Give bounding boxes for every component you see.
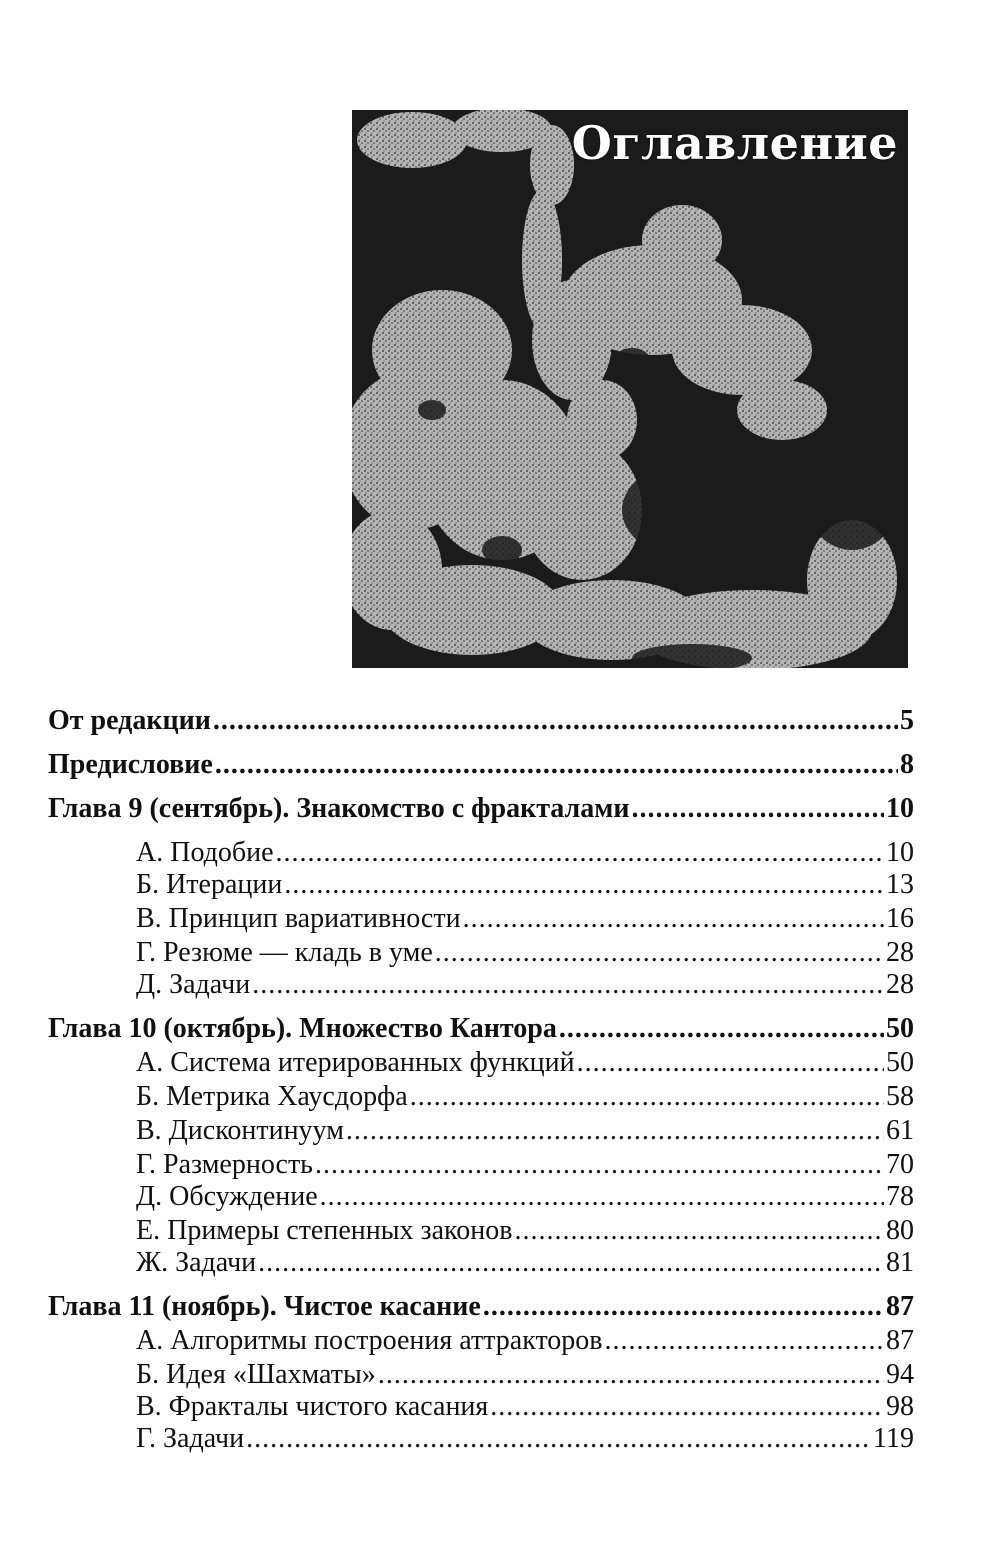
toc-entry-label: Г. Размерность <box>136 1149 313 1180</box>
toc-entry-label: А. Алгоритмы построения аттракторов <box>136 1325 603 1356</box>
toc-entry-label: Г. Резюме — кладь в уме <box>136 937 433 968</box>
toc-page-number: 28 <box>886 937 914 968</box>
toc-section-entry[interactable] <box>136 1390 914 1424</box>
toc-entry-label: А. Подобие <box>136 837 274 868</box>
toc-section-entry[interactable] <box>136 968 914 1002</box>
toc-section-entry[interactable] <box>136 836 914 870</box>
toc-entry-label: Д. Задачи <box>136 969 251 1000</box>
fractal-illustration <box>352 110 908 668</box>
toc-page-number: 8 <box>900 749 914 780</box>
toc-page-number: 5 <box>900 705 914 736</box>
toc-page-number: 10 <box>886 837 914 868</box>
toc-leader-dots <box>276 836 884 870</box>
toc-entry-label: В. Дисконтинуум <box>136 1115 344 1146</box>
toc-section-entry[interactable] <box>136 1148 914 1182</box>
toc-leader-dots <box>490 1390 884 1424</box>
toc-leader-dots <box>246 1422 871 1456</box>
toc-section-entry[interactable] <box>136 1324 914 1358</box>
toc-leader-dots <box>435 936 884 970</box>
toc-page-number: 50 <box>886 1047 914 1078</box>
toc-page-number: 70 <box>886 1149 914 1180</box>
toc-page-number: 78 <box>886 1181 914 1212</box>
toc-section-entry[interactable] <box>136 1358 914 1392</box>
toc-page-number: 119 <box>873 1423 914 1454</box>
toc-entry-label: Предисловие <box>48 749 213 780</box>
toc-leader-dots <box>213 704 898 738</box>
toc-leader-dots <box>315 1148 884 1182</box>
toc-entry-label: Б. Итерации <box>136 869 283 900</box>
toc-page-number: 58 <box>886 1081 914 1112</box>
toc-page-number: 87 <box>886 1325 914 1356</box>
toc-leader-dots <box>559 1012 884 1046</box>
toc-entry-label: Б. Метрика Хаусдорфа <box>136 1081 408 1112</box>
toc-chapter-entry[interactable] <box>48 1012 914 1046</box>
toc-entry-label: А. Система итерированных функций <box>136 1047 575 1078</box>
toc-leader-dots <box>463 902 884 936</box>
toc-leader-dots <box>252 968 884 1002</box>
toc-section-entry[interactable] <box>136 902 914 936</box>
toc-section-entry[interactable] <box>136 1246 914 1280</box>
toc-page-number: 61 <box>886 1115 914 1146</box>
toc-leader-dots <box>215 748 898 782</box>
toc-page-number: 80 <box>886 1215 914 1246</box>
toc-page-number: 16 <box>886 903 914 934</box>
toc-chapter-entry[interactable] <box>48 704 914 738</box>
page-title: Оглавление <box>571 116 898 170</box>
toc-leader-dots <box>346 1114 884 1148</box>
toc-leader-dots <box>410 1080 884 1114</box>
toc-chapter-entry[interactable] <box>48 792 914 826</box>
toc-leader-dots <box>605 1324 884 1358</box>
toc-entry-label: Д. Обсуждение <box>136 1181 318 1212</box>
toc-section-entry[interactable] <box>136 1046 914 1080</box>
toc-section-entry[interactable] <box>136 1180 914 1214</box>
toc-entry-label: Г. Задачи <box>136 1423 245 1454</box>
toc-page-number: 13 <box>886 869 914 900</box>
toc-entry-label: Глава 11 (ноябрь). Чистое касание <box>48 1291 481 1322</box>
toc-entry-label: От редакции <box>48 705 211 736</box>
toc-page-number: 50 <box>886 1013 914 1044</box>
toc-section-entry[interactable] <box>136 1114 914 1148</box>
toc-entry-label: Е. Примеры степенных законов <box>136 1215 513 1246</box>
toc-section-entry[interactable] <box>136 1422 914 1456</box>
toc-chapter-entry[interactable] <box>48 1290 914 1324</box>
toc-leader-dots <box>483 1290 884 1324</box>
toc-page-number: 81 <box>886 1247 914 1278</box>
toc-section-entry[interactable] <box>136 868 914 902</box>
header-fractal-image <box>352 110 908 668</box>
toc-leader-dots <box>258 1246 884 1280</box>
toc-page-number: 98 <box>886 1391 914 1422</box>
toc-page-number: 28 <box>886 969 914 1000</box>
toc-page-number: 10 <box>886 793 914 824</box>
toc-leader-dots <box>284 868 884 902</box>
toc-entry-label: Ж. Задачи <box>136 1247 257 1278</box>
toc-leader-dots <box>577 1046 884 1080</box>
toc-leader-dots <box>514 1214 884 1248</box>
toc-section-entry[interactable] <box>136 936 914 970</box>
toc-leader-dots <box>378 1358 884 1392</box>
toc-entry-label: Б. Идея «Шахматы» <box>136 1359 376 1390</box>
toc-section-entry[interactable] <box>136 1080 914 1114</box>
toc-entry-label: В. Принцип вариативности <box>136 903 461 934</box>
toc-leader-dots <box>631 792 884 826</box>
toc-leader-dots <box>320 1180 884 1214</box>
toc-chapter-entry[interactable] <box>48 748 914 782</box>
toc-entry-label: Глава 10 (октябрь). Множество Кантора <box>48 1013 557 1044</box>
toc-entry-label: В. Фракталы чистого касания <box>136 1391 489 1422</box>
toc-page-number: 87 <box>886 1291 914 1322</box>
toc-section-entry[interactable] <box>136 1214 914 1248</box>
toc-page-number: 94 <box>886 1359 914 1390</box>
toc-entry-label: Глава 9 (сентябрь). Знакомство с фракталами <box>48 793 630 824</box>
